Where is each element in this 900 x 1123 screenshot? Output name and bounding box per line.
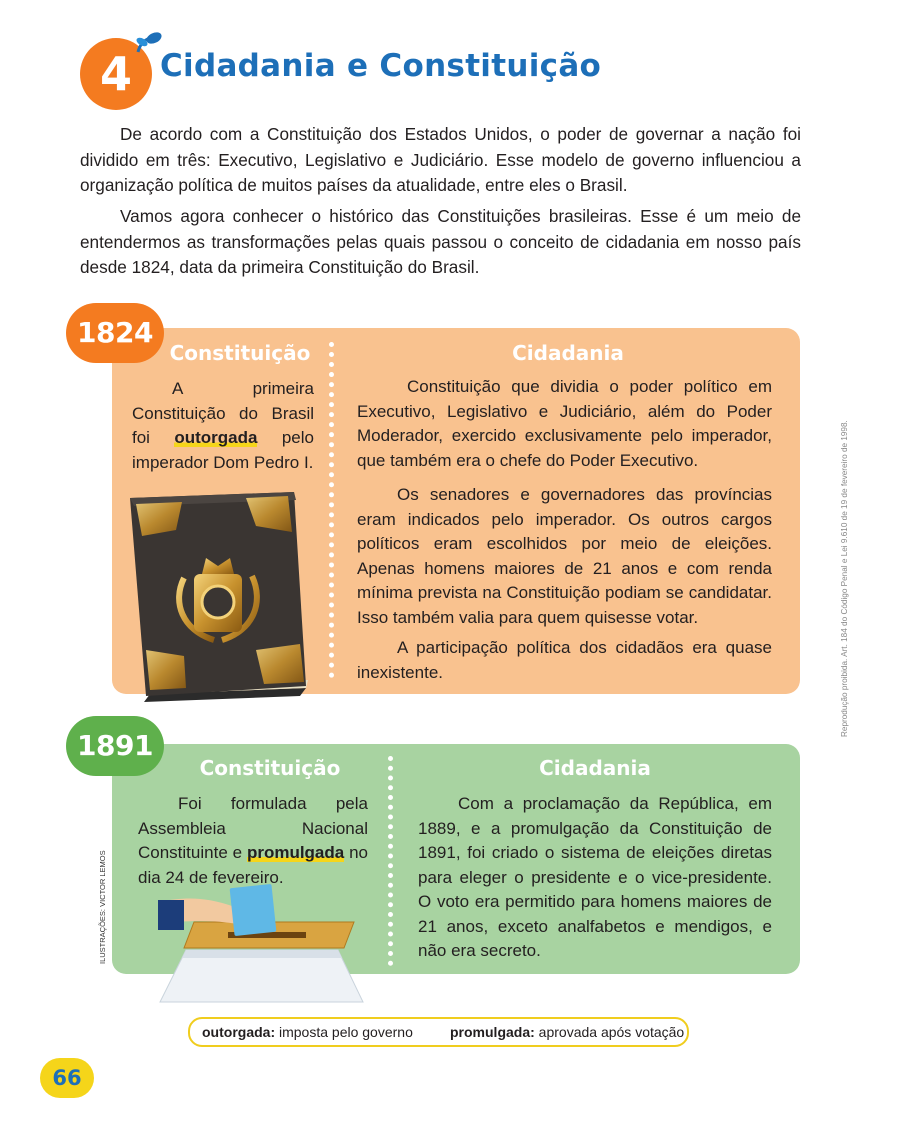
text-fragment: A primeira Constituição do Brasil foi (132, 379, 314, 447)
glossary-definition: imposta pelo governo (275, 1024, 413, 1040)
glossary-term-promulgada: promulgada (246, 843, 345, 862)
text-fragment: no dia 24 de fevereiro. (138, 843, 368, 887)
year-label-1891: 1891 (77, 729, 153, 762)
legal-notice (840, 405, 854, 740)
legal-text: Reprodução proibida. Art. 184 do Código Penal e Lei 9.610 de 19 de fevereiro de 1998. (840, 420, 849, 737)
glossary-item-promulgada (450, 1019, 684, 1045)
illustration-credit (98, 836, 112, 966)
credit-text: ILUSTRAÇÕES: VICTOR LEMOS (98, 850, 107, 964)
citizenship-text-1824-p1: Constituição que dividia o poder político em Executivo, Legislativo e Judiciário, além do Poder Moderador, exercido exclusivamente pelo imperador, que também era o chefe do Poder Executivo. (357, 377, 772, 470)
ballot-box-illustration (158, 880, 368, 1005)
intro-paragraph-1: De acordo com a Constituição dos Estados Unidos, o poder de governar a nação foi dividido em três: Executivo, Legislativo e Judiciário. Esse modelo de governo influenciou a organização política de muitos países da atualidade, entre eles o Brasil. (80, 124, 801, 195)
page-title: Cidadania e Constituição (160, 48, 602, 84)
dotted-divider-1891 (388, 756, 393, 966)
glossary-definition: aprovada após votação (534, 1024, 685, 1040)
constitution-text-1891 (138, 792, 368, 890)
text-fragment: Foi formulada pela Assembleia Nacional Constituinte e (138, 794, 368, 862)
citizenship-text-1891: Com a proclamação da República, em 1889, e a promulgação da Constituição de 1891, foi criado o sistema de eleições diretas para eleger o presidente e o vice-presidente. O voto era permitido para homens maiores de 21 anos, exceto analfabetos e mendigos, e não era secreto. (418, 794, 772, 960)
constitution-text-1824 (132, 377, 314, 475)
glossary-term: promulgada: (450, 1024, 535, 1040)
intro-paragraph-2: Vamos agora conhecer o histórico das Constituições brasileiras. Esse é um meio de entendermos as transformações pelas quais passou o conceito de cidadania em nosso país desde 1824, data da primeira Constituição do Brasil. (80, 206, 801, 277)
glossary-box (188, 1017, 689, 1047)
heading-cidadania-1891: Cidadania (539, 756, 651, 780)
dotted-divider-1824 (329, 342, 334, 678)
heading-constituicao-1824: Constituição (169, 341, 311, 365)
glossary-item-outorgada (202, 1019, 413, 1045)
citizenship-text-1824-p3: A participação política dos cidadãos era quase inexistente. (357, 638, 772, 682)
glossary-term: outorgada: (202, 1024, 276, 1040)
citizenship-text-1824-p2: Os senadores e governadores das províncias eram indicados pelo imperador. Os outros cargos políticos eram escolhidos por meio de eleições. Apenas homens maiores de 21 anos e com renda mínima prevista na Constituição podiam se candidatar. Isso também valia para quem quisesse votar. (357, 485, 772, 627)
constitution-book-illustration (128, 490, 312, 710)
page-number: 66 (52, 1066, 82, 1090)
year-label-1824: 1824 (77, 316, 153, 349)
chapter-number: 4 (99, 47, 132, 101)
heading-constituicao-1891: Constituição (199, 756, 341, 780)
heading-cidadania-1824: Cidadania (512, 341, 624, 365)
glossary-term-outorgada: outorgada (174, 428, 258, 447)
text-fragment: pelo imperador Dom Pedro I. (132, 428, 314, 472)
